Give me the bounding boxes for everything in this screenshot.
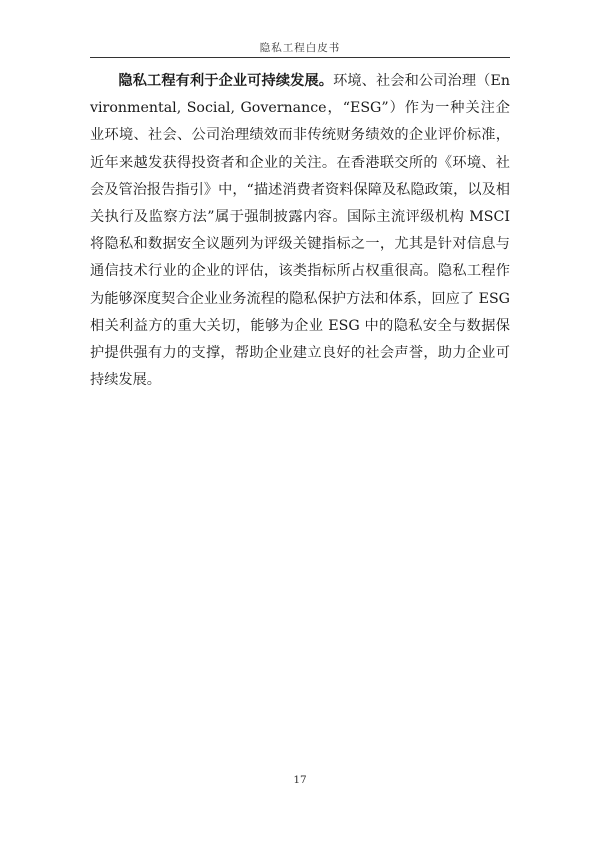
lead-sentence: 隐私工程有利于企业可持续发展。 xyxy=(118,73,334,89)
running-header: 隐私工程白皮书 xyxy=(259,42,341,54)
body-paragraph xyxy=(90,68,510,394)
header-divider xyxy=(90,57,510,58)
page-number: 17 xyxy=(293,774,307,786)
paragraph-text: 环境、社会和公司治理（Environmental, Social, Governance，“ESG”）作为一种关注企业环境、社会、公司治理绩效而非传统财务绩效的企业评价标准，近年来越发获得投资者和企业的关注。在香港联交所的《环境、社会及管治报告指引》中，“描述消费者资料保障及私隐政策，以及相关执行及监察方法”属于强制披露内容。国际主流评级机构 MSCI 将隐私和数据安全议题列为评级关键指标之一，尤其是针对信息与通信技术行业的企业的评估，该类指标所占权重很高。隐私工程作为能够深度契合企业业务流程的隐私保护方法和体系，回应了 ESG 相关利益方的重大关切，能够为企业 ESG 中的隐私安全与数据保护提供强有力的支撑，帮助企业建立良好的社会声誉，助力企业可持续发展。 xyxy=(90,73,510,389)
